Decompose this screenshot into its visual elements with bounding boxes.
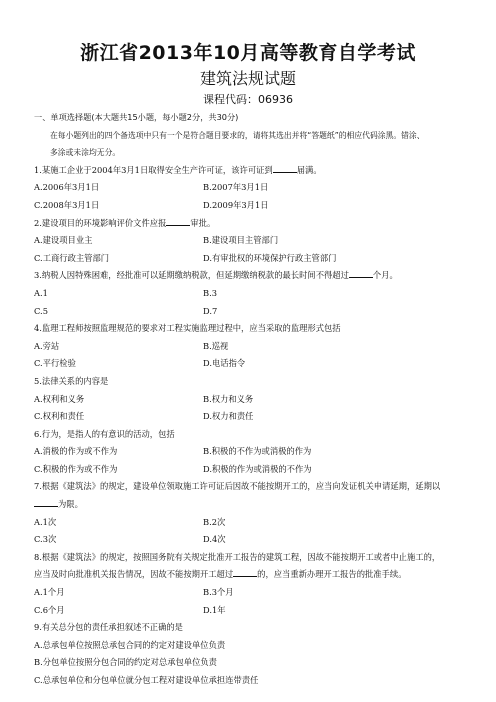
question-text: [34, 267, 474, 285]
option-a: A.建设项目业主: [34, 235, 93, 246]
answer-blank: [273, 164, 297, 173]
option-b: B.积极的不作为或消极的作为: [203, 446, 312, 457]
option-a: A.1次: [34, 516, 57, 527]
question-text-part: 1.某施工企业于2004年3月1日取得安全生产许可证，该许可证到: [34, 164, 273, 175]
question-text-part: 审批。: [190, 217, 216, 228]
question-text-part: 个月。: [372, 270, 398, 281]
option-row: [34, 461, 474, 479]
option-d: D.2009年3月1日: [203, 199, 269, 210]
question-text: 6.行为，是指人的有意识的活动，包括: [34, 428, 175, 439]
option-row: [34, 355, 474, 373]
option-c: C.总承包单位和分包单位就分包工程对建设单位承担连带责任: [34, 675, 259, 685]
option-row: [34, 408, 474, 426]
option-row: [34, 285, 474, 303]
question-text-part: 为限。: [58, 499, 83, 510]
option-b: B.2次: [203, 516, 226, 527]
option-c: C.工商行政主管部门: [34, 252, 110, 263]
question-text-part: 届满。: [296, 164, 322, 175]
option-d: D.积极的作为或消极的不作为: [203, 463, 312, 474]
option-row: [34, 197, 474, 215]
option-b: B.建设项目主管部门: [203, 235, 279, 246]
option-row: [34, 531, 474, 549]
question-text: [34, 566, 474, 584]
option-row: [34, 443, 474, 461]
option-b: B.分包单位按照分包合同的约定对总承包单位负责: [34, 657, 217, 668]
option-c: C.权利和责任: [34, 411, 85, 422]
option-c: C.2008年3月1日: [34, 199, 100, 210]
question-text-part: 的，应当重新办理开工报告的批准手续。: [257, 569, 407, 580]
option-row: [34, 338, 474, 356]
section-instruction: 在每小题列出的四个备选项中只有一个是符合题目要求的，请将其选出并将“答题纸”的相应代码涂黑。错涂、: [50, 130, 425, 140]
option-a: A.1: [34, 287, 48, 298]
question-text: [34, 496, 474, 514]
option-b: B.权力和义务: [203, 393, 254, 404]
option-c: C.5: [34, 305, 48, 316]
question-text: 4.监理工程师按照监理规范的要求对工程实施监理过程中，应当采取的监理形式包括: [34, 323, 341, 334]
answer-blank: [34, 498, 58, 507]
option-c: C.6个月: [34, 604, 65, 615]
option-b: B.2007年3月1日: [203, 182, 269, 193]
option-d: D.1年: [203, 604, 226, 615]
question-text: [34, 162, 474, 180]
question-text-part: 3.纳税人因特殊困难，经批准可以延期缴纳税款，但延期缴纳税款的最长时间不得超过: [34, 270, 349, 281]
question-text-part: 应当及时向批准机关报告情况，因故不能按期开工超过: [34, 569, 234, 580]
option-row: [34, 514, 474, 532]
exam-content: [34, 109, 474, 690]
option-c: C.3次: [34, 534, 57, 545]
option-b: B.3个月: [203, 587, 234, 598]
option-d: D.权力和责任: [203, 411, 254, 422]
answer-blank: [233, 568, 257, 577]
option-a: A.2006年3月1日: [34, 182, 100, 193]
course-code: 课程代码：06936: [203, 93, 293, 106]
option-d: D.7: [203, 305, 218, 316]
option-row: [34, 602, 474, 620]
option-a: A.总承包单位按照总承包合同的约定对建设单位负责: [34, 639, 226, 650]
question-text: 7.根据《建筑法》的规定，建设单位领取施工许可证后因故不能按期开工的，应当向发证机关申请延期，延期以: [34, 481, 441, 492]
option-row: [34, 250, 474, 268]
option-row: [34, 232, 474, 250]
option-d: D.有审批权的环境保护行政主管部门: [203, 252, 337, 263]
option-c: C.积极的作为或不作为: [34, 463, 118, 474]
option-row: [34, 179, 474, 197]
section-title: 一、单项选择题(本大题共15小题，每小题2分，共30分): [34, 112, 239, 122]
option-c: C.平行检验: [34, 358, 76, 369]
question-text: 8.根据《建筑法》的规定，按照国务院有关规定批准开工报告的建筑工程，因故不能按期开工或者中止施工的，: [34, 551, 441, 562]
option-b: B.3: [203, 287, 218, 298]
option-row: [34, 584, 474, 602]
option-row: [34, 303, 474, 321]
question-text: 9.有关总分包的责任承担叙述不正确的是: [34, 622, 183, 633]
answer-blank: [166, 217, 190, 226]
answer-blank: [349, 269, 373, 278]
option-d: D.电话指令: [203, 358, 246, 369]
exam-subtitle: 建筑法规试题: [199, 69, 296, 88]
option-row: [34, 391, 474, 409]
exam-title: 浙江省2013年10月高等教育自学考试: [80, 42, 416, 64]
question-text-part: 2.建设项目的环境影响评价文件应报: [34, 217, 167, 228]
option-a: A.消极的作为或不作为: [34, 446, 118, 457]
option-a: A.旁站: [34, 340, 60, 351]
question-text: [34, 215, 474, 233]
option-b: B.巡视: [203, 340, 229, 351]
question-text: 5.法律关系的内容是: [34, 375, 109, 386]
option-a: A.1个月: [34, 587, 65, 598]
option-d: D.4次: [203, 534, 226, 545]
option-a: A.权利和义务: [34, 393, 85, 404]
section-instruction: 多涂或未涂均无分。: [50, 148, 121, 158]
